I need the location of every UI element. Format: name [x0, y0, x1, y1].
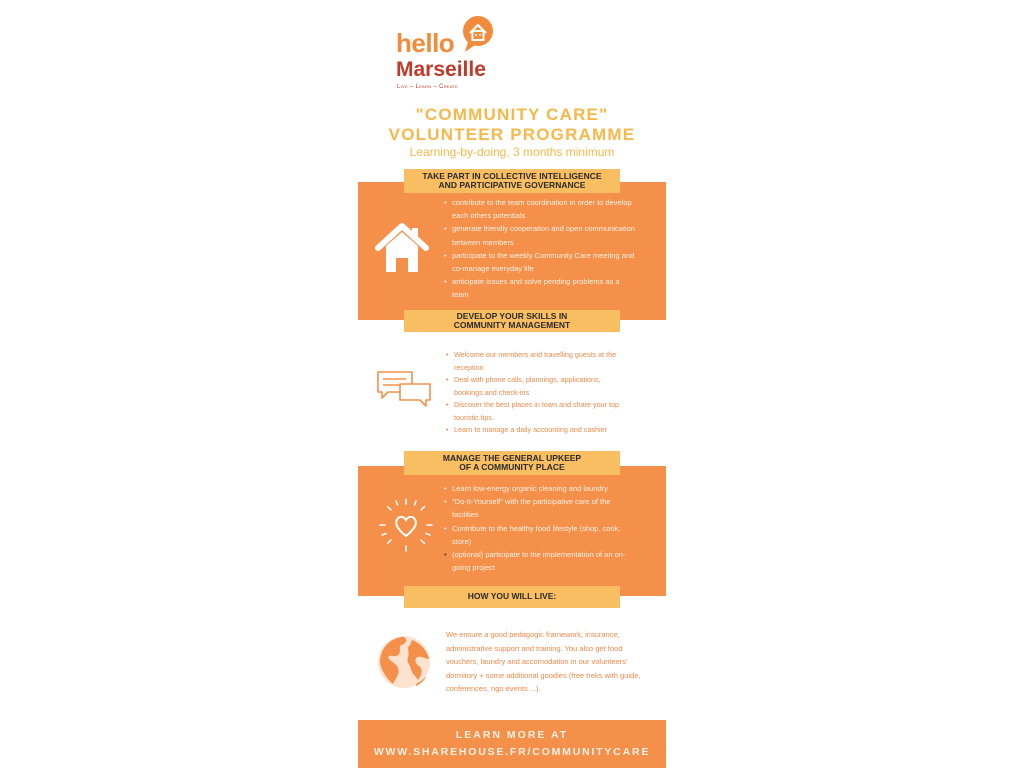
- section-community-management-header-line1: DEVELOP YOUR SKILLS IN: [456, 310, 568, 321]
- title-line-1: "COMMUNITY CARE": [415, 105, 609, 124]
- how-you-live-text: We ensure a good pedagogic framework, insurance, administrative support and training. You also get food vouchers, laundry and accomodation in our volunteers' dormitory + some additional goodies (free treks with guide, conferences, ngo events ...).: [446, 630, 641, 693]
- list-item: • generate friendly cooperation and open communication between members: [452, 222, 636, 248]
- list-item: • Learn low-energy organic cleaning and laundry: [452, 482, 636, 495]
- section-governance-header: [404, 169, 620, 193]
- list-item: • "Do-It-Yourself" with the participative care of the facilities: [452, 495, 636, 521]
- heart-icon: [378, 497, 434, 553]
- list-item: • Learn to manage a daily accounting and cashier: [454, 424, 630, 437]
- section-governance-list: [444, 196, 636, 302]
- list-item: • participate to the weekly Community Care meeting and co-manage everyday life: [452, 249, 636, 275]
- section-how-you-live-header-line1: HOW YOU WILL LIVE:: [467, 591, 557, 602]
- section-community-management-header-line2: COMMUNITY MANAGEMENT: [453, 320, 571, 330]
- list-item: • (optional) participate to the implementation of an on-going project: [452, 548, 636, 574]
- section-community-management-list: [446, 349, 630, 437]
- list-item: • Welcome our members and travelling guests at the reception: [454, 349, 630, 374]
- subtitle: Learning-by-doing, 3 months minimum: [409, 145, 615, 159]
- section-governance-header-line2: AND PARTICIPATIVE GOVERNANCE: [438, 180, 586, 190]
- learn-more-label: LEARN MORE AT: [455, 729, 569, 741]
- speech-bubble-house-icon: [458, 14, 498, 54]
- learn-more-banner: [358, 720, 666, 768]
- house-icon: [374, 222, 430, 274]
- hello-marseille-logo: [396, 14, 506, 94]
- logo-word-hello: hello: [396, 28, 455, 58]
- section-community-management-header: [404, 310, 620, 332]
- title-line-2: VOLUNTEER PROGRAMME: [388, 125, 636, 144]
- logo-word-marseille: Marseille: [396, 58, 486, 81]
- globe-icon: [376, 632, 432, 692]
- section-how-you-live-header: [404, 586, 620, 608]
- section-governance-header-line1: TAKE PART IN COLLECTIVE INTELLIGENCE: [422, 170, 602, 181]
- chat-bubbles-icon: [376, 370, 432, 408]
- section-upkeep-header-line1: MANAGE THE GENERAL UPKEEP: [442, 452, 582, 463]
- list-item: • anticipate issues and solve pending problems as a team: [452, 275, 636, 301]
- section-upkeep-header-line2: OF A COMMUNITY PLACE: [459, 462, 565, 472]
- section-upkeep-header: [404, 451, 620, 475]
- website-link[interactable]: WWW.SHAREHOUSE.FR/COMMUNITYCARE: [373, 746, 651, 758]
- infographic-poster: [358, 0, 666, 768]
- list-item: • contribute to the team coordination in order to develop each others potentials: [452, 196, 636, 222]
- list-item: • Contribute to the healthy food lifestyle (shop, cook, store): [452, 522, 636, 548]
- list-item: • Discover the best places in town and share your top touristic tips: [454, 399, 630, 424]
- section-upkeep-list: [444, 482, 636, 574]
- logo-tagline: Live – Learn – Create: [397, 84, 459, 90]
- list-item: • Deal with phone calls, plannings, applications, bookings and check-ins: [454, 374, 630, 399]
